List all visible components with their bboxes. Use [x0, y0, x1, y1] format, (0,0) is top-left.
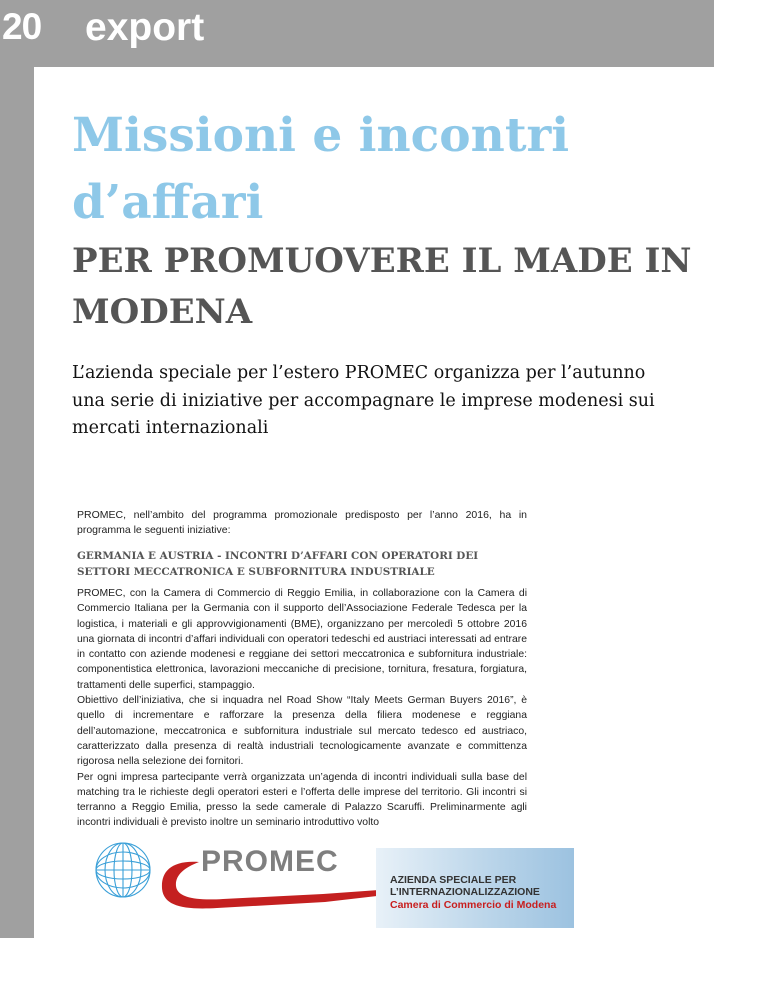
- article-intro: PROMEC, nell’ambito del programma promozionale predisposto per l’anno 2016, ha in programma le seguenti iniziative:: [77, 509, 527, 536]
- paragraph-1: PROMEC, con la Camera di Commercio di Reggio Emilia, in collaborazione con la Camera di Commercio Italiana per la Germania con il supporto dell’Associazione Federale Tedesca per la logistica, i materiali e gli approvvigionamenti (BME), organizzano per mercoledì 5 ottobre 2016 una giornata di incontri d’affari individuali con operatori tedeschi ed austriaci interessati ad entrare in contatto con aziende modenesi e reggiane dei settori meccatronica e subfornitura industriale: componentistica elettronica, lavorazioni meccaniche di precisione, tornitura, fresatura, forgiatura, trattamenti delle superfici, stampaggio.: [77, 588, 527, 691]
- promec-logo: [93, 840, 573, 936]
- section-heading: GERMANIA E AUSTRIA - INCONTRI D’AFFARI CON OPERATORI DEI SETTORI MECCATRONICA E SUBFORNITURA INDUSTRIALE: [77, 550, 479, 578]
- globe-icon: [93, 840, 153, 900]
- section-label: export: [85, 6, 205, 49]
- page-number: 20: [2, 6, 42, 47]
- badge-line-1: AZIENDA SPECIALE PER: [390, 874, 517, 886]
- left-margin-bar: [0, 0, 34, 938]
- article-title: Missioni e incontri d’affari: [72, 108, 570, 230]
- badge-line-2: L’INTERNAZIONALIZZAZIONE: [390, 886, 540, 898]
- chamber-badge: [376, 848, 574, 928]
- article-subtitle: PER PROMUOVERE IL MADE IN MODENA: [72, 241, 692, 332]
- paragraph-3: Per ogni impresa partecipante verrà organizzata un’agenda di incontri individuali sulla base del matching tra le richieste degli operatori esteri e l’offerta delle imprese del territorio. Gli incontri si terranno a Reggio Emilia, presso la sede camerale di Palazzo Scaruffi. Preliminarmente agli incontri individuali è previsto inoltre un seminario introduttivo volto: [77, 771, 527, 829]
- brand-name: PROMEC: [201, 845, 339, 878]
- badge-line-3: Camera di Commercio di Modena: [390, 899, 557, 911]
- article-body: [77, 586, 527, 831]
- paragraph-2: Obiettivo dell’iniziativa, che si inquadra nel Road Show “Italy Meets German Buyers 2016”, è quello di incrementare e rafforzare la presenza della filiera modenese e reggiana dell’automazione, meccatronica e subfornitura industriale sul mercato tedesco ed austriaco, caratterizzato dalla presenza di realtà industriali tecnologicamente avanzate e committenza rigorosa nella selezione dei fornitori.: [77, 695, 527, 768]
- article-lead: L’azienda speciale per l’estero PROMEC organizza per l’autunno una serie di iniziative per accompagnare le imprese modenesi sui mercati internazionali: [72, 363, 655, 438]
